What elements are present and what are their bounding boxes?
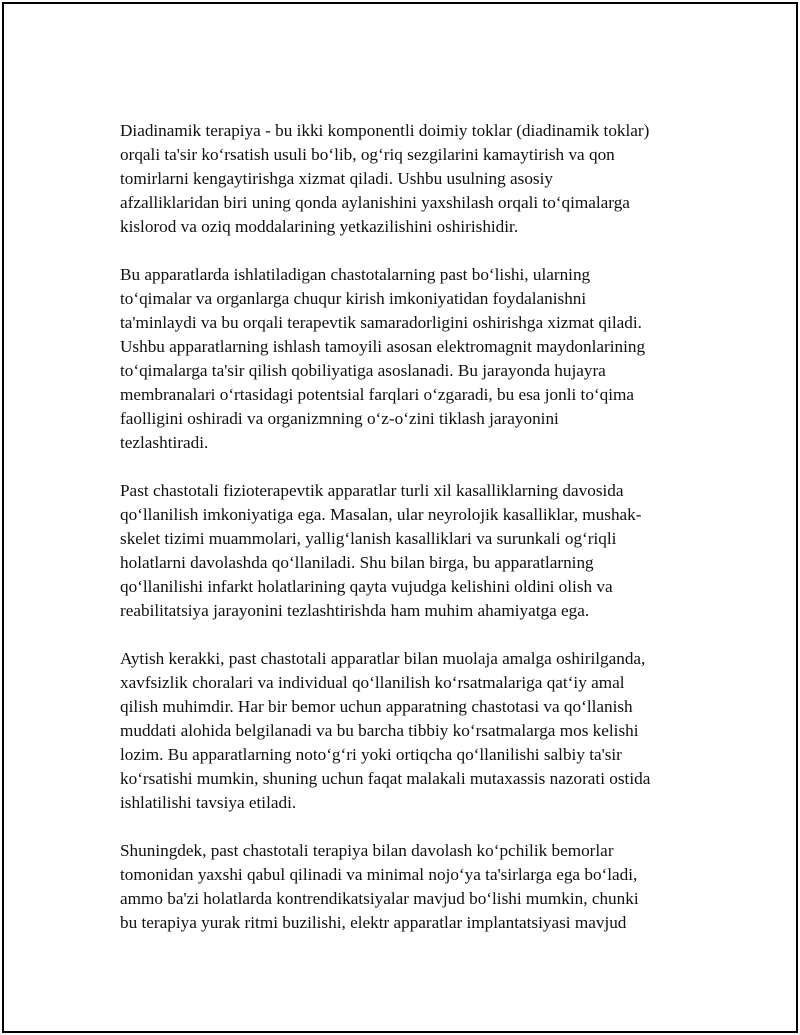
text-line: lozim. Bu apparatlarning noto‘g‘ri yoki ortiqcha qo‘llanilishi salbiy ta'sir [120,745,622,764]
text-line: ammo ba'zi holatlarda kontrendikatsiyalar mavjud bo‘lishi mumkin, chunki [120,889,639,908]
text-line: tezlashtiradi. [120,433,209,452]
text-line: faolligini oshiradi va organizmning o‘z-o‘zini tiklash jarayonini [120,409,559,428]
document-body [120,119,700,959]
text-line: qo‘llanilishi infarkt holatlarining qayta vujudga kelishini oldini olish va [120,577,613,596]
paragraph-4 [120,647,700,815]
text-line: xavfsizlik choralari va individual qo‘llanilish ko‘rsatmalariga qat‘iy amal [120,673,625,692]
text-line: skelet tizimi muammolari, yallig‘lanish kasalliklari va surunkali og‘riqli [120,529,617,548]
page-frame [2,2,798,1033]
text-line: tomirlarni kengaytirishga xizmat qiladi. Ushbu usulning asosiy [120,169,553,188]
text-line: to‘qimalarga ta'sir qilish qobiliyatiga asoslanadi. Bu jarayonda hujayra [120,361,606,380]
text-line: Aytish kerakki, past chastotali apparatlar bilan muolaja amalga oshirilganda, [120,649,646,668]
text-line: muddati alohida belgilanadi va bu barcha tibbiy ko‘rsatmalarga mos kelishi [120,721,639,740]
text-line: Past chastotali fizioterapevtik apparatlar turli xil kasalliklarning davosida [120,481,624,500]
text-line: membranalari o‘rtasidagi potentsial farqlari o‘zgaradi, bu esa jonli to‘qima [120,385,635,404]
text-line: Diadinamik terapiya - bu ikki komponentli doimiy toklar (diadinamik toklar) [120,121,650,140]
paragraph-3 [120,479,700,623]
text-line: Bu apparatlarda ishlatiladigan chastotalarning past bo‘lishi, ularning [120,265,591,284]
paragraph-5 [120,839,700,935]
text-line: orqali ta'sir ko‘rsatish usuli bo‘lib, og‘riq sezgilarini kamaytirish va qon [120,145,615,164]
text-line: ishlatilishi tavsiya etiladi. [120,793,297,812]
text-line: afzalliklaridan biri uning qonda aylanishini yaxshilash orqali to‘qimalarga [120,193,630,212]
text-line: kislorod va oziq moddalarining yetkazilishini oshirishidir. [120,217,519,236]
text-line: Shuningdek, past chastotali terapiya bilan davolash ko‘pchilik bemorlar [120,841,614,860]
text-line: Ushbu apparatlarning ishlash tamoyili asosan elektromagnit maydonlarining [120,337,646,356]
text-line: bu terapiya yurak ritmi buzilishi, elektr apparatlar implantatsiyasi mavjud [120,913,627,932]
paragraph-2 [120,263,700,455]
text-line: ta'minlaydi va bu orqali terapevtik samaradorligini oshirishga xizmat qiladi. [120,313,642,332]
text-line: holatlarni davolashda qo‘llaniladi. Shu bilan birga, bu apparatlarning [120,553,594,572]
paragraph-1 [120,119,700,239]
text-line: qilish muhimdir. Har bir bemor uchun apparatning chastotasi va qo‘llanish [120,697,633,716]
text-line: qo‘llanilish imkoniyatiga ega. Masalan, ular neyrolojik kasalliklar, mushak- [120,505,642,524]
text-line: tomonidan yaxshi qabul qilinadi va minimal nojo‘ya ta'sirlarga ega bo‘ladi, [120,865,638,884]
text-line: to‘qimalar va organlarga chuqur kirish imkoniyatidan foydalanishni [120,289,587,308]
text-line: ko‘rsatishi mumkin, shuning uchun faqat malakali mutaxassis nazorati ostida [120,769,651,788]
text-line: reabilitatsiya jarayonini tezlashtirishda ham muhim ahamiyatga ega. [120,601,590,620]
